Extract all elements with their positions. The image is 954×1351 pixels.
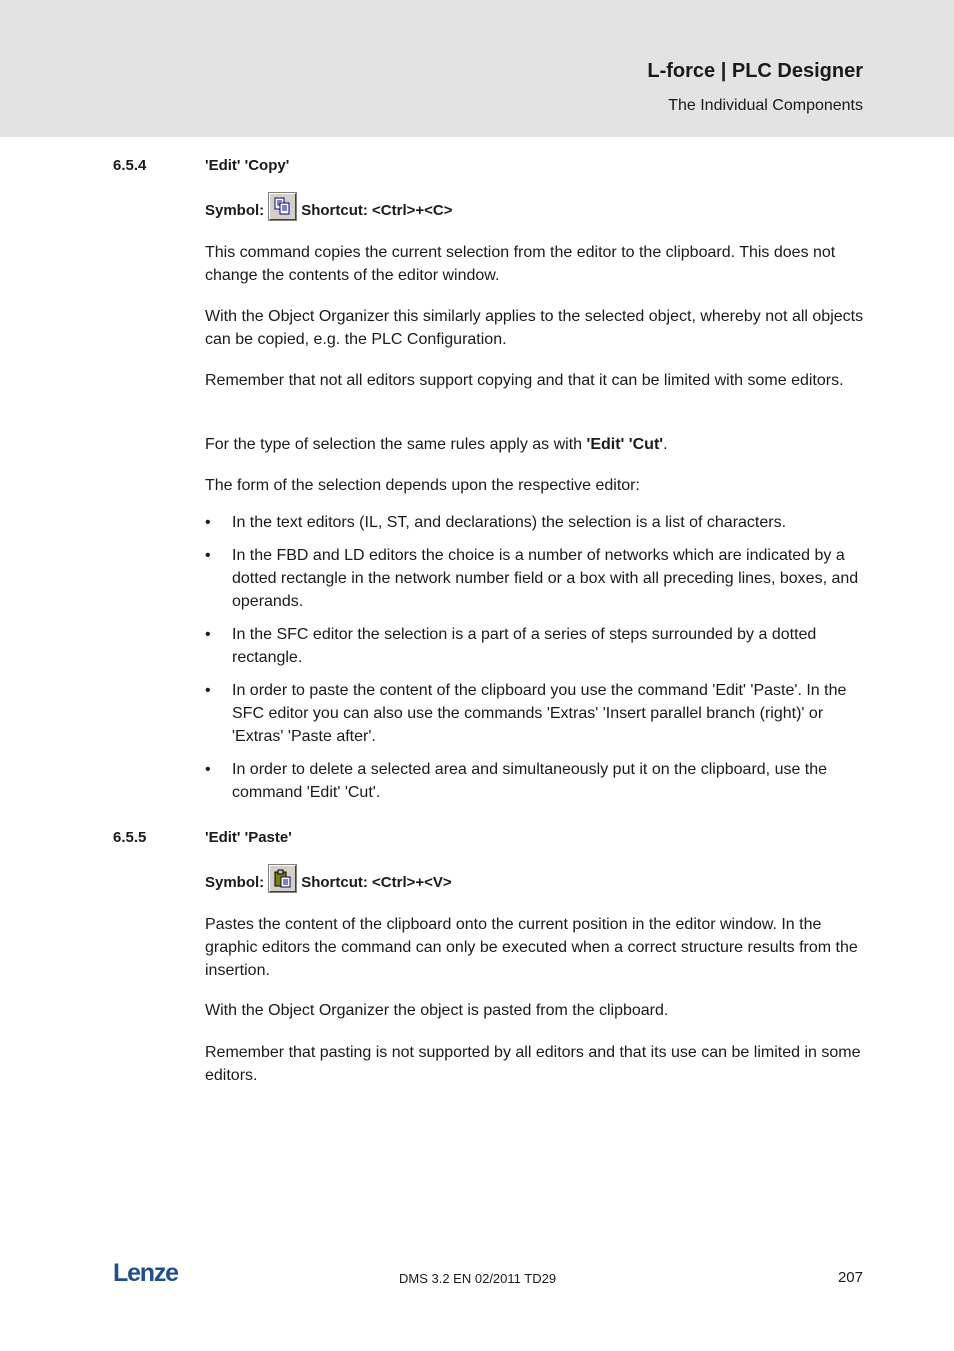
symbol-label: Symbol: (205, 202, 265, 219)
bullet-icon: • (205, 626, 211, 643)
section-number: 6.5.5 (113, 829, 147, 846)
list-item-text: In order to delete a selected area and simultaneously put it on the clipboard, use the command 'Edit' 'Cut'. (232, 761, 828, 801)
paragraph: The form of the selection depends upon the respective editor: (205, 477, 640, 494)
list-item (205, 544, 867, 613)
paragraph: With the Object Organizer the object is pasted from the clipboard. (205, 1002, 669, 1019)
page-number: 207 (837, 1269, 863, 1286)
shortcut-label: Shortcut: <Ctrl>+<V> (301, 874, 452, 891)
shortcut-label: Shortcut: <Ctrl>+<C> (301, 202, 453, 219)
paragraph-rules (205, 433, 867, 456)
bullet-icon: • (205, 682, 211, 699)
section-heading: 'Edit' 'Copy' (205, 157, 290, 174)
symbol-label: Symbol: (205, 874, 265, 891)
list-item (205, 623, 867, 669)
list-item (205, 679, 867, 748)
copy-icon (269, 193, 296, 220)
rule-text-end: . (663, 436, 668, 453)
bullet-icon: • (205, 761, 211, 778)
list-item-text: In the text editors (IL, ST, and declarations) the selection is a list of characters. (232, 514, 787, 531)
lenze-logo (113, 1259, 193, 1290)
document-title: L-force | PLC Designer (647, 60, 863, 82)
list-item (205, 511, 867, 534)
symbol-shortcut-line (205, 865, 452, 892)
bullet-list (205, 511, 867, 814)
section-heading: 'Edit' 'Paste' (205, 829, 292, 846)
rule-text: For the type of selection the same rules apply as with (205, 436, 587, 453)
symbol-shortcut-line (205, 193, 452, 220)
document-subtitle: The Individual Components (668, 97, 863, 114)
document-id: DMS 3.2 EN 02/2011 TD29 (399, 1271, 557, 1286)
svg-text:Lenze: Lenze (113, 1259, 178, 1285)
bullet-icon: • (205, 547, 211, 564)
paragraph: Pastes the content of the clipboard onto the current position in the editor window. In the graphic editors the command can only be executed when a correct structure results from the insertion. (205, 916, 858, 979)
list-item-text: In order to paste the content of the clipboard you use the command 'Edit' 'Paste'. In the SFC editor you can also use the commands 'Extras' 'Insert parallel branch (right)' or 'Extras' 'Paste after'. (232, 682, 847, 745)
list-item-text: In the SFC editor the selection is a part of a series of steps surrounded by a dotted rectangle. (232, 626, 817, 666)
paste-icon (269, 865, 296, 892)
section-number: 6.5.4 (113, 157, 147, 174)
paragraph: Remember that not all editors support copying and that it can be limited with some editors. (205, 372, 844, 389)
list-item-text: In the FBD and LD editors the choice is a number of networks which are indicated by a dotted rectangle in the network number field or a box with all preceding lines, boxes, and operands. (232, 547, 859, 610)
list-item (205, 758, 867, 804)
paragraph: This command copies the current selection from the editor to the clipboard. This does not change the contents of the editor window. (205, 244, 836, 284)
rule-command-ref: 'Edit' 'Cut' (586, 436, 664, 453)
bullet-icon: • (205, 514, 211, 531)
paragraph: With the Object Organizer this similarly applies to the selected object, whereby not all objects can be copied, e.g. the PLC Configuration. (205, 308, 864, 348)
paragraph: Remember that pasting is not supported by all editors and that its use can be limited in some editors. (205, 1044, 861, 1084)
